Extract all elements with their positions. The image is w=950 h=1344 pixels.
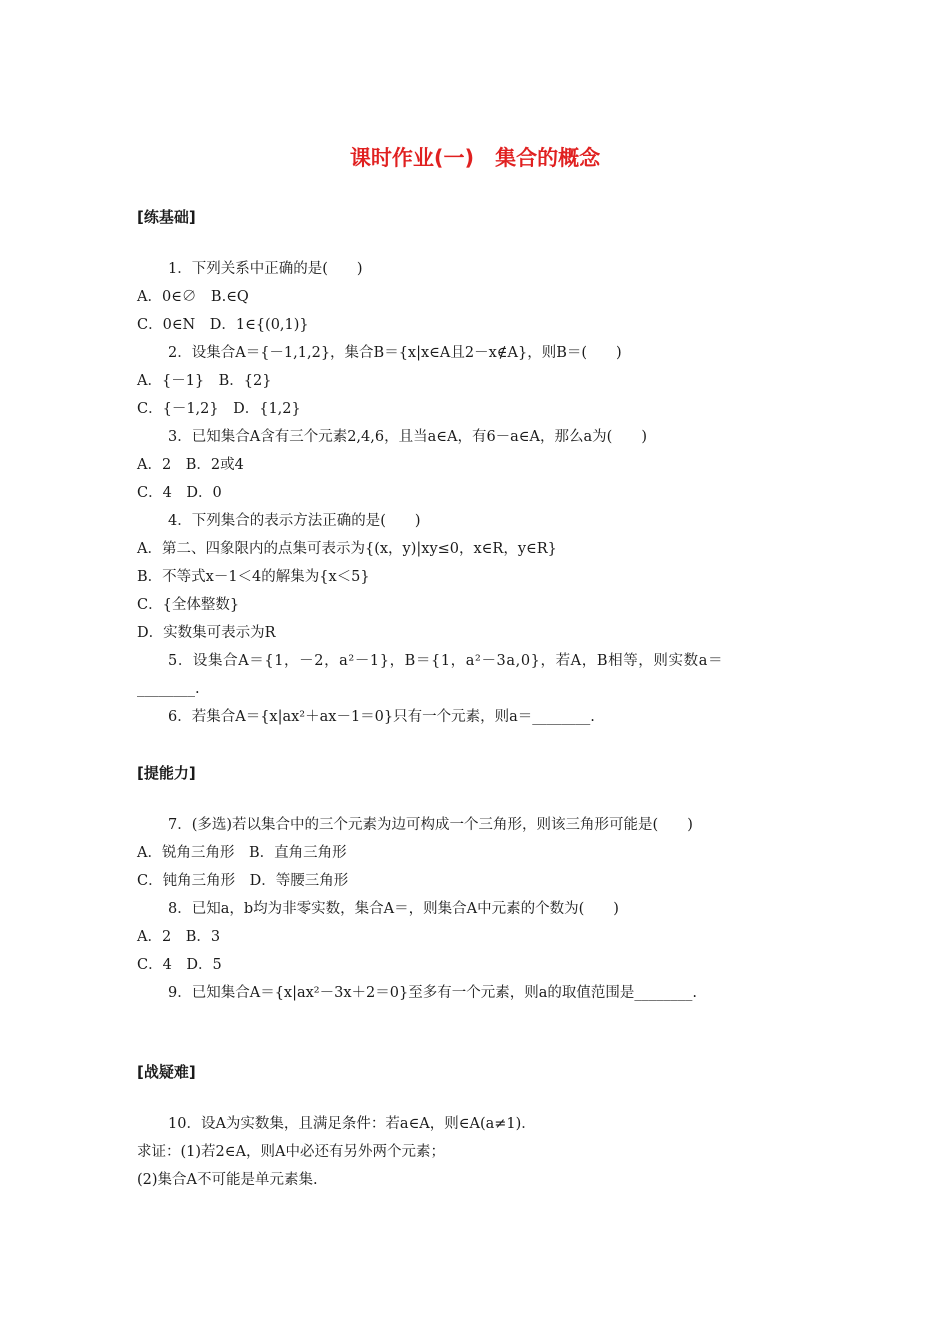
question-3-options-cd: C．4 D．0 [137,485,222,501]
question-4-option-d: D．实数集可表示为R [137,625,276,641]
question-2-options-ab: A．{－1} B．{2} [137,373,272,389]
question-4-option-b: B．不等式x－1＜4的解集为{x＜5} [137,569,370,585]
question-3: 3．已知集合A含有三个元素2,4,6，且当a∈A，有6－a∈A，那么a为( ) [168,429,647,445]
question-9: 9．已知集合A＝{x|ax²－3x＋2＝0}至多有一个元素，则a的取值范围是________. [168,985,697,1001]
question-7: 7．(多选)若以集合中的三个元素为边可构成一个三角形，则该三角形可能是( ) [168,817,693,833]
question-2-options-cd: C．{－1,2} D．{1,2} [137,401,301,417]
question-5-blank: ________. [137,681,200,697]
question-10-proof-part-1: 求证：(1)若2∈A，则A中必还有另外两个元素； [137,1144,445,1160]
question-1: 1．下列关系中正确的是( ) [168,261,363,277]
question-5: 5．设集合A＝{1，－2，a²－1}，B＝{1，a²－3a,0}，若A，B相等，则实数a＝ [168,653,724,669]
section-heading-ability: [提能力] [137,764,196,782]
section-heading-basic: [练基础] [137,208,196,226]
question-7-options-cd: C．钝角三角形 D．等腰三角形 [137,873,349,889]
question-1-options-ab: A．0∈∅ B.∈Q [137,289,249,305]
question-4-option-c: C．{全体整数} [137,597,240,613]
question-10-proof-part-2: (2)集合A不可能是单元素集. [137,1172,318,1188]
question-8: 8．已知a，b均为非零实数，集合A＝，则集合A中元素的个数为( ) [168,901,619,917]
question-3-options-ab: A．2 B．2或4 [137,457,244,473]
question-2: 2．设集合A＝{－1,1,2}，集合B＝{x|x∈A且2－x∉A}，则B＝( ) [168,345,622,361]
question-6: 6．若集合A＝{x|ax²＋ax－1＝0}只有一个元素，则a＝________. [168,709,595,725]
question-4-option-a: A．第二、四象限内的点集可表示为{(x，y)|xy≤0，x∈R，y∈R} [137,541,557,557]
question-7-options-ab: A．锐角三角形 B．直角三角形 [137,845,347,861]
question-8-options-cd: C．4 D．5 [137,957,222,973]
page-title: 课时作业(一) 集合的概念 [349,146,601,170]
section-heading-challenge: [战疑难] [137,1063,196,1081]
question-10: 10．设A为实数集，且满足条件：若a∈A，则∈A(a≠1)． [168,1116,536,1132]
question-1-options-cd: C．0∈N D．1∈{(0,1)} [137,317,309,333]
question-8-options-ab: A．2 B．3 [137,929,221,945]
question-4: 4．下列集合的表示方法正确的是( ) [168,513,421,529]
